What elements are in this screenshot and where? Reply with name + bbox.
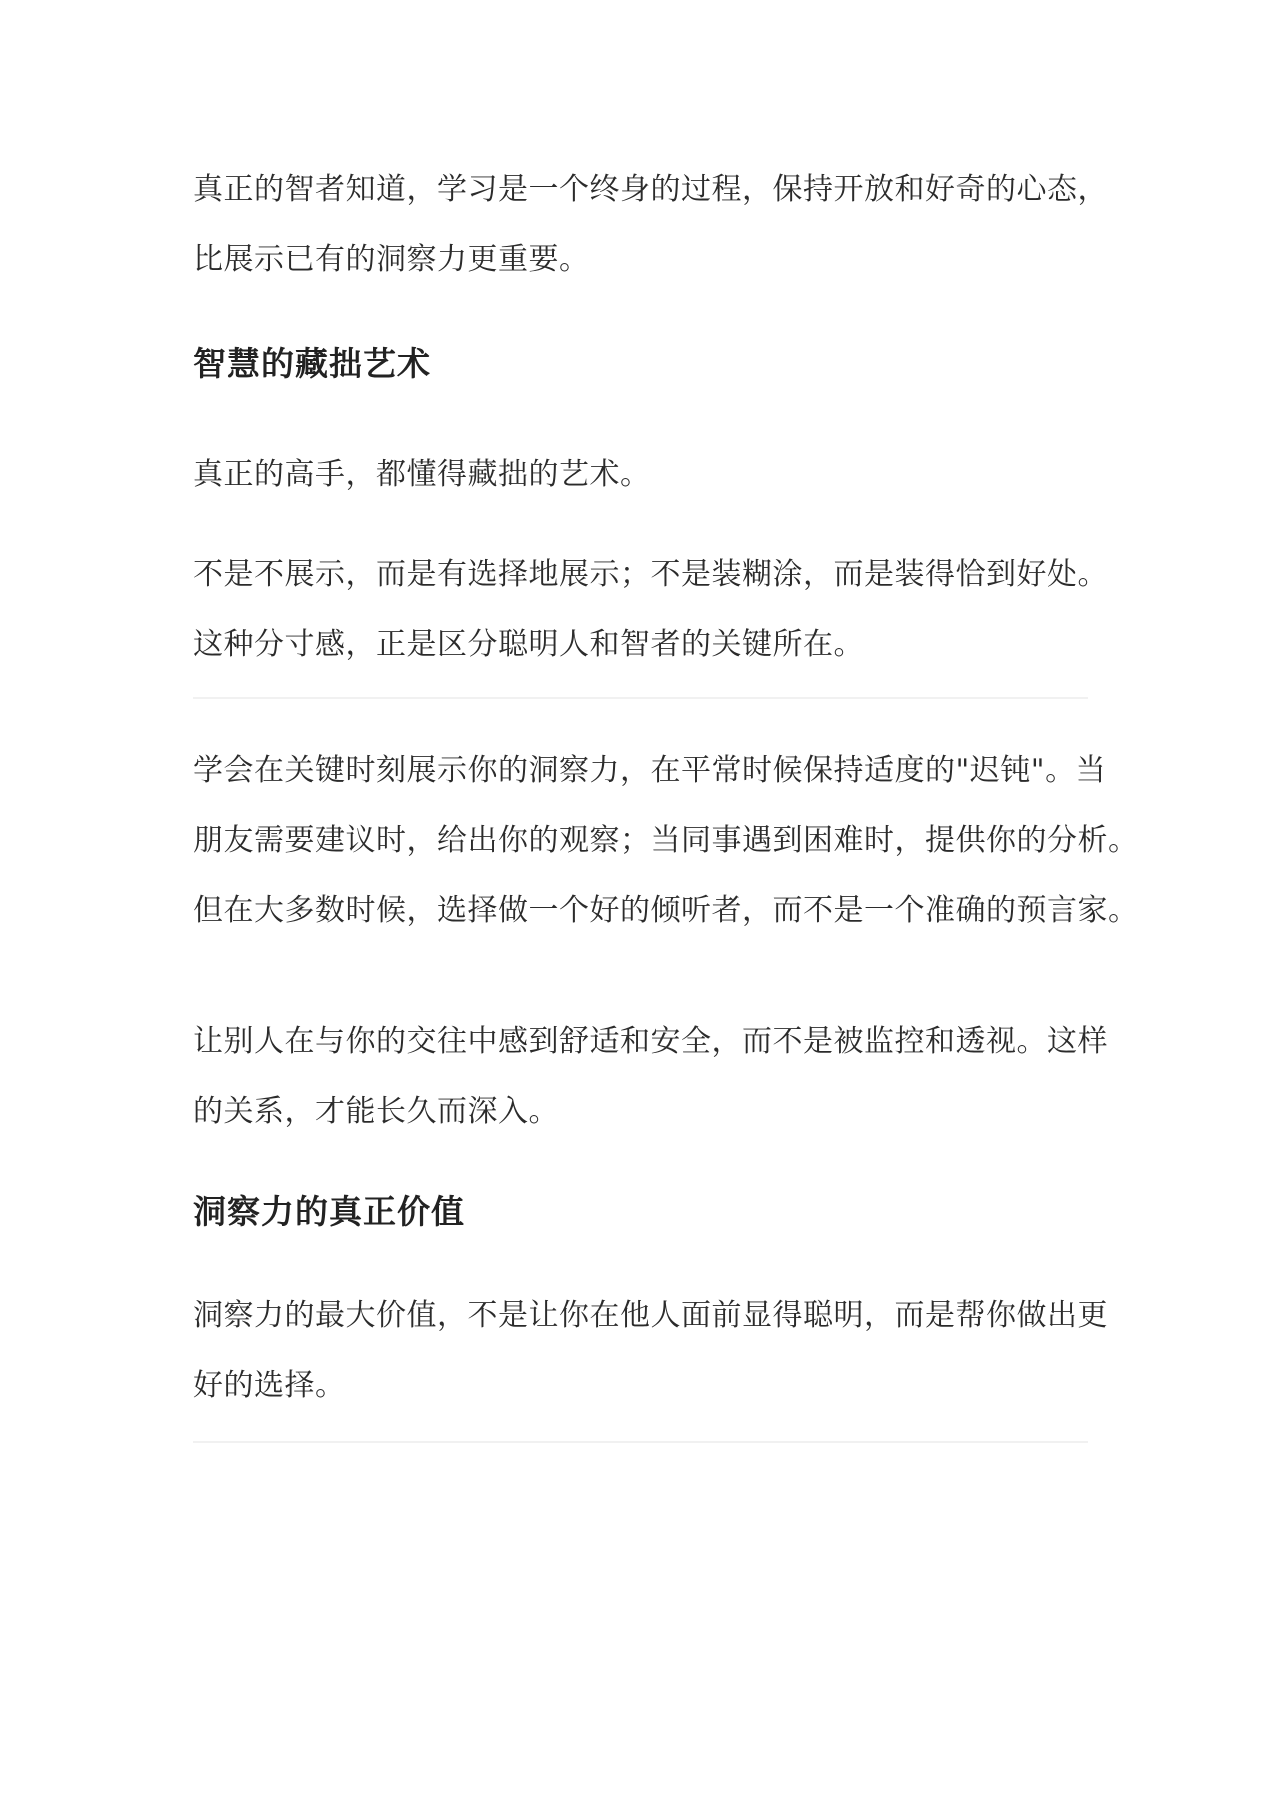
paragraph-masters	[193, 440, 1088, 510]
paragraph-line: 朋友需要建议时，给出你的观察；当同事遇到困难时，提供你的分析。	[193, 823, 1139, 858]
paragraph-key-moments	[193, 736, 1139, 946]
section-heading-true-value	[193, 1190, 1088, 1234]
paragraph-line: 好的选择。	[193, 1368, 346, 1403]
paragraph-comfort-safety	[193, 1007, 1108, 1147]
section-heading-art-of-hiding	[193, 342, 1088, 386]
paragraph-line: 但在大多数时候，选择做一个好的倾听者，而不是一个准确的预言家。	[193, 893, 1139, 928]
paragraph-line: 真正的高手，都懂得藏拙的艺术。	[193, 457, 651, 492]
paragraph-line: 的关系，才能长久而深入。	[193, 1094, 559, 1129]
section-divider	[193, 1441, 1088, 1443]
paragraph-lifelong-learning	[193, 155, 1108, 295]
paragraph-line: 比展示已有的洞察力更重要。	[193, 242, 590, 277]
paragraph-line: 让别人在与你的交往中感到舒适和安全，而不是被监控和透视。这样	[193, 1024, 1108, 1059]
paragraph-line: 学会在关键时刻展示你的洞察力，在平常时候保持适度的"迟钝"。当	[193, 753, 1107, 788]
section-heading: 洞察力的真正价值	[193, 1192, 465, 1231]
paragraph-line: 不是不展示，而是有选择地展示；不是装糊涂，而是装得恰到好处。	[193, 557, 1108, 592]
paragraph-line: 真正的智者知道，学习是一个终身的过程，保持开放和好奇的心态，	[193, 172, 1108, 207]
section-heading: 智慧的藏拙艺术	[193, 344, 431, 383]
paragraph-selective-display	[193, 540, 1108, 680]
paragraph-line: 洞察力的最大价值，不是让你在他人面前显得聪明，而是帮你做出更	[193, 1298, 1108, 1333]
paragraph-greatest-value	[193, 1281, 1108, 1421]
section-divider	[193, 697, 1088, 699]
paragraph-line: 这种分寸感，正是区分聪明人和智者的关键所在。	[193, 627, 864, 662]
